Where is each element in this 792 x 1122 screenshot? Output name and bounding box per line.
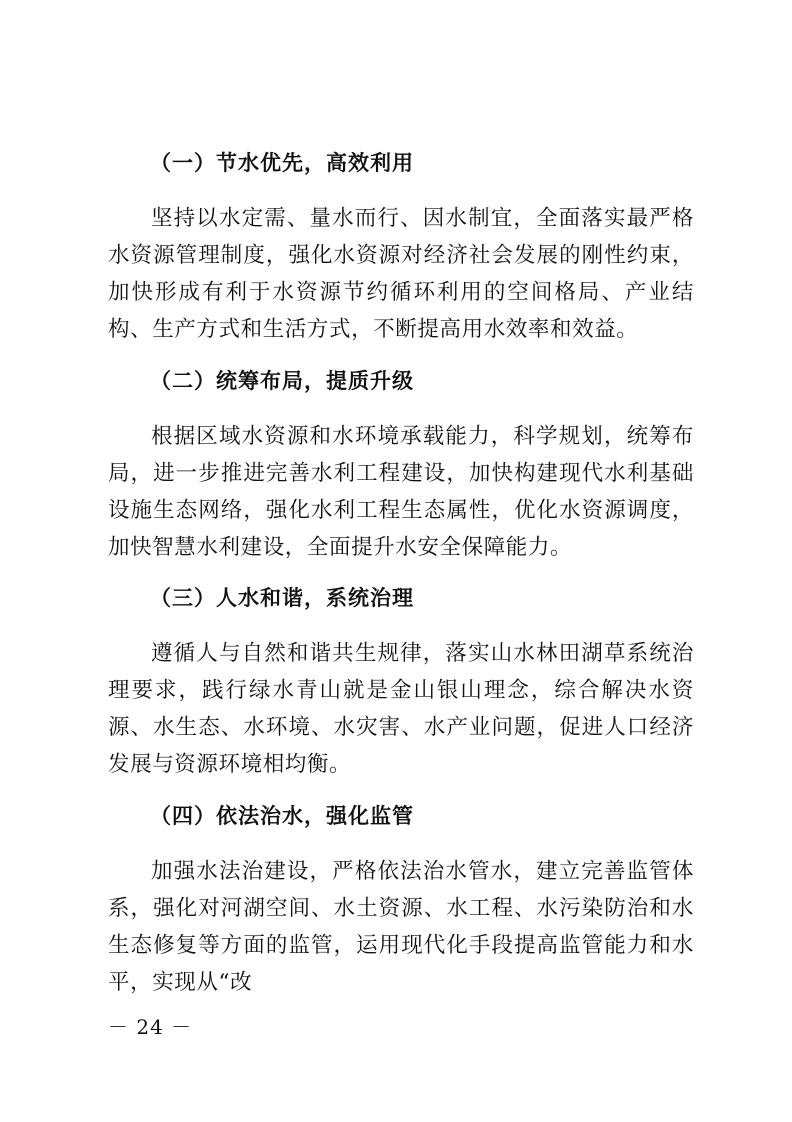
section-1-heading: （一）节水优先，高效利用 (150, 151, 414, 175)
page-number: － 24 － (108, 1015, 193, 1039)
section-2-paragraph: 根据区域水资源和水环境承载能力，科学规划，统筹布局，进一步推进完善水利工程建设，加快构建现代水利基础设施生态网络，强化水利工程生态属性，优化水资源调度，加快智慧水利建设，全面提升水安全保障能力。 (108, 424, 694, 560)
section-3-heading: （三）人水和谐，系统治理 (150, 586, 414, 610)
section-4-heading: （四）依法治水，强化监管 (150, 804, 414, 828)
section-1-paragraph: 坚持以水定需、量水而行、因水制宜，全面落实最严格水资源管理制度，强化水资源对经济社会发展的刚性约束，加快形成有利于水资源节约循环利用的空间格局、产业结构、生产方式和生活方式，不断提高用水效率和效益。 (108, 206, 694, 342)
section-3-paragraph: 遵循人与自然和谐共生规律，落实山水林田湖草系统治理要求，践行绿水青山就是金山银山理念，综合解决水资源、水生态、水环境、水灾害、水产业问题，促进人口经济发展与资源环境相均衡。 (108, 641, 694, 777)
section-4-paragraph: 加强水法治建设，严格依法治水管水，建立完善监管体系，强化对河湖空间、水土资源、水工程、水污染防治和水生态修复等方面的监管，运用现代化手段提高监管能力和水平，实现从“改 (108, 859, 694, 995)
section-2-heading: （二）统筹布局，提质升级 (150, 369, 414, 393)
